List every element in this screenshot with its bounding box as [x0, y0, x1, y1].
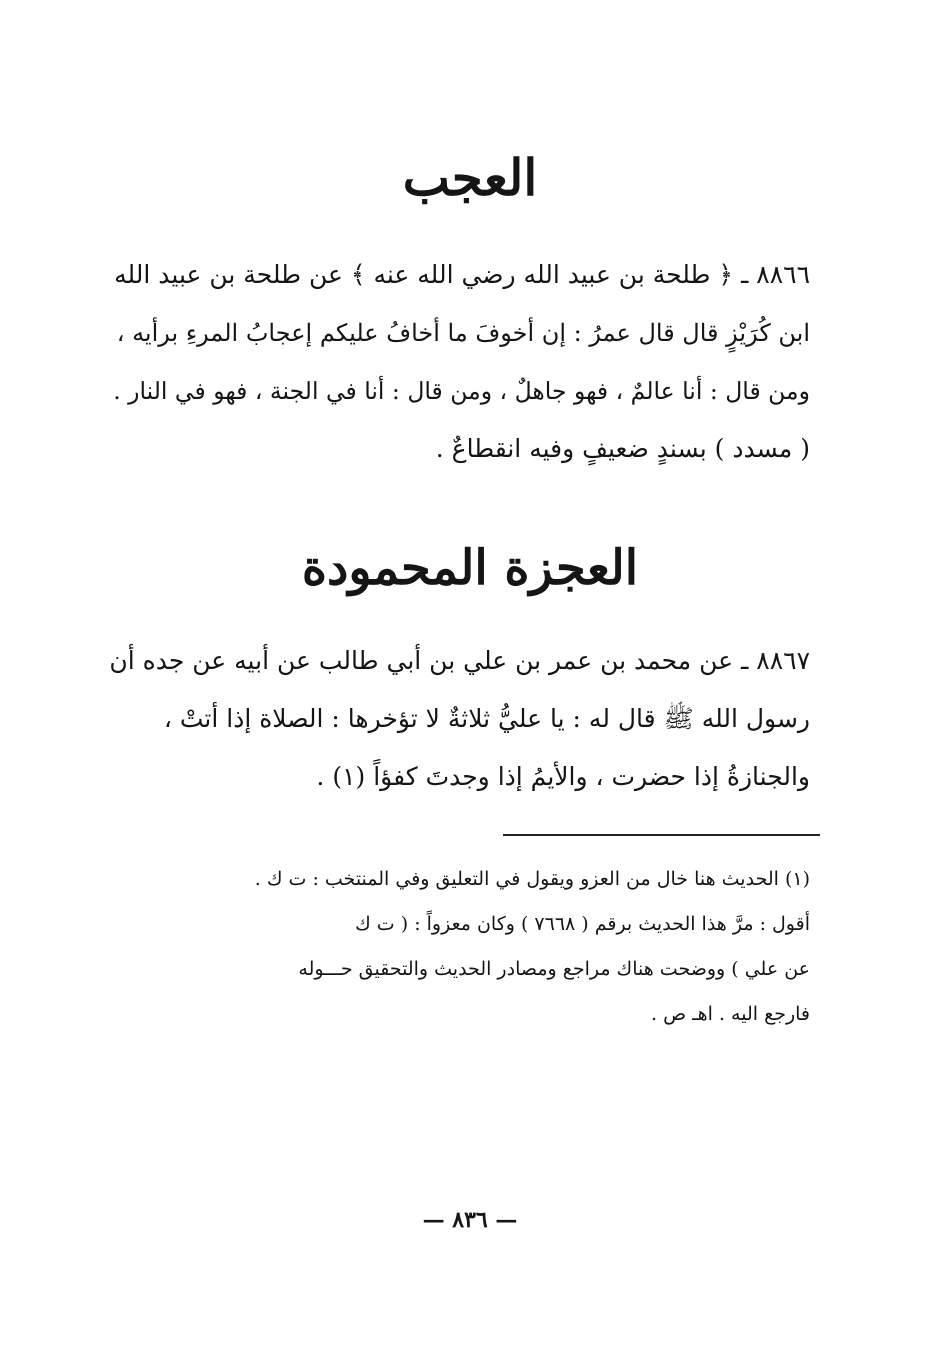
- footnote: [120, 857, 810, 1037]
- footnote-line: أقول : مرَّ هذا الحديث برقم ( ٧٦٦٨ ) وكان معزواً : ( ت ك: [355, 913, 810, 935]
- hadith-line: ٨٨٦٧ ـ عن محمد بن عمر بن علي بن أبي طالب عن أبيه عن جده أن: [109, 646, 810, 675]
- footnote-line: فارجع اليه . اهـ ص .: [650, 1003, 810, 1025]
- hadith-8866: [105, 246, 810, 478]
- footnote-line: عن علي ) ووضحت هناك مراجع ومصادر الحديث والتحقيق حـــوله: [298, 958, 810, 980]
- section-title-praiseworthy-haste: العجزة المحمودة: [301, 540, 639, 596]
- section-title-vanity: العجب: [402, 148, 538, 207]
- hadith-line: ابن كُرَيْزٍ قال قال عمرُ : إن أخوفَ ما أخافُ عليكم إعجابُ المرءِ برأيه ،: [116, 319, 810, 347]
- hadith-8867: [105, 632, 810, 806]
- hadith-line: ومن قال : أنا عالمٌ ، فهو جاهلٌ ، ومن قال : أنا في الجنة ، فهو في النار .: [113, 377, 810, 405]
- hadith-line: والجنازةُ إذا حضرت ، والأيمُ إذا وجدتَ كفؤاً (١) .: [316, 762, 810, 791]
- page-number: — ٨٣٦ —: [422, 1207, 518, 1233]
- hadith-line: ( مسدد ) بسندٍ ضعيفٍ وفيه انقطاعٌ .: [435, 434, 810, 463]
- footnote-divider: [503, 834, 820, 836]
- hadith-line: رسول الله ﷺ قال له : يا عليُّ ثلاثةٌ لا تؤخرها : الصلاة إذا أتتْ ،: [163, 704, 810, 733]
- hadith-line: ٨٨٦٦ ـ ﴿ طلحة بن عبيد الله رضي الله عنه ﴾ عن طلحة بن عبيد الله: [114, 260, 810, 289]
- footnote-line: (١) الحديث هنا خال من العزو ويقول في التعليق وفي المنتخب : ت ك .: [254, 868, 810, 890]
